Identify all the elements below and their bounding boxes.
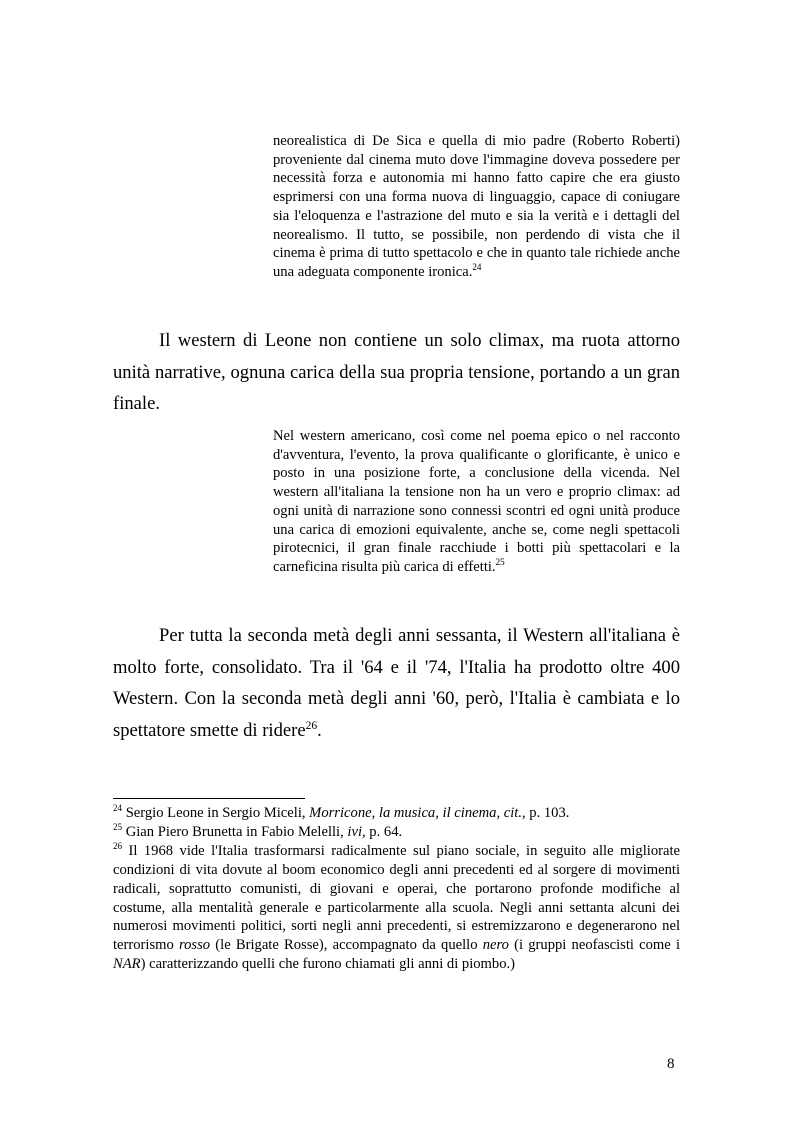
footnote-text: ) caratterizzando quelli che furono chiamati gli anni di piombo.)	[140, 956, 516, 973]
citation-abbrev: ivi,	[347, 823, 366, 840]
footnote-ref-25[interactable]: 25	[495, 557, 505, 568]
footnote-text: p. 64.	[365, 823, 403, 840]
paragraph-text: Per tutta la seconda metà degli anni sessanta, il Western all'italiana è molto forte, consolidato. Tra il '64 e il '74, l'Italia ha prodotto oltre 400 Western. Con la seconda metà degli anni '60, però, l'Italia è cambiata e lo spettatore smette di ridere	[113, 625, 680, 741]
footnote-text: (i gruppi neofascisti come i	[508, 937, 680, 954]
footnote-24	[113, 804, 680, 823]
paragraph-text: Il western di Leone non contiene un solo climax, ma ruota attorno unità narrative, ognuna carica della sua propria tensione, portando a un gran finale.	[113, 330, 680, 414]
block-quote-brunetta	[273, 427, 680, 577]
body-paragraph-climax	[113, 325, 680, 420]
italic-term: NAR	[113, 956, 141, 973]
footnote-26	[113, 842, 680, 974]
block-quote-roberti	[273, 132, 680, 282]
footnote-text: , p. 103.	[521, 805, 570, 821]
footnote-number: 26	[113, 840, 123, 851]
footnote-text: Gian Piero Brunetta in Fabio Melelli,	[122, 823, 348, 840]
citation-abbrev: cit.	[503, 805, 522, 821]
footnote-text: (le Brigate Rosse), accompagnato da quello	[210, 937, 483, 954]
body-paragraph-western	[113, 620, 680, 746]
footnote-ref-24[interactable]: 24	[472, 262, 482, 273]
quote-text: Nel western americano, così come nel poema epico o nel racconto d'avventura, l'evento, la prova qualificante o glorificante, è unico e posto in una posizione forte, a conclusione della vicenda. Nel western all'italiana la tensione non ha un vero e proprio climax: ad ogni unità di narrazione sono connessi scontri ed ogni unità produce una carica di emozioni equivalente, anche se, come negli spettacoli pirotecnici, il gran finale racchiude i botti più spettacolari e la carneficina risulta più carica di effetti.	[273, 428, 680, 575]
footnote-text: Il 1968 vide l'Italia trasformarsi radicalmente sul piano sociale, in seguito alle migliorate condizioni di vita dovute al boom economico degli anni precedenti ed al sorgere di movimenti radicali, soprattutto comunisti, di giovani e operai, che portarono profonde modifiche al costume, alla mentalità generale e particolarmente alla scuola. Negli anni settanta alcuni dei numerosi movimenti politici, sorti negli anni precedenti, si estremizzarono e degenerarono nel terrorismo	[113, 842, 680, 954]
footnote-text: Sergio Leone in Sergio Miceli,	[122, 805, 310, 821]
paragraph-end: .	[317, 719, 322, 741]
page-number: 8	[667, 1056, 675, 1072]
italic-term: nero	[482, 937, 509, 954]
footnote-text: ,	[496, 805, 504, 821]
quote-text: neorealistica di De Sica e quella di mio padre (Roberto Roberti) proveniente dal cinema muto dove l'immagine doveva possedere per necessità forza e autonomia mi hanno fatto capire che era giusto esprimersi con una forma nuova di linguaggio, capace di coniugare sia l'eloquenza e l'astrazione del muto e sia la verità e i dettagli del neorealismo. Il tutto, se possibile, non perdendo di vista che il cinema è prima di tutto spettacolo e che in quanto tale richiede anche una adeguata componente ironica.	[273, 133, 680, 280]
italic-term: rosso	[179, 937, 211, 954]
footnote-number: 24	[113, 803, 123, 814]
footnote-separator	[113, 798, 305, 799]
footnote-ref-26[interactable]: 26	[305, 719, 318, 732]
footnotes	[113, 804, 680, 974]
book-title: Morricone, la musica, il cinema	[309, 805, 497, 821]
footnote-number: 25	[113, 822, 123, 833]
footnote-25	[113, 823, 680, 842]
